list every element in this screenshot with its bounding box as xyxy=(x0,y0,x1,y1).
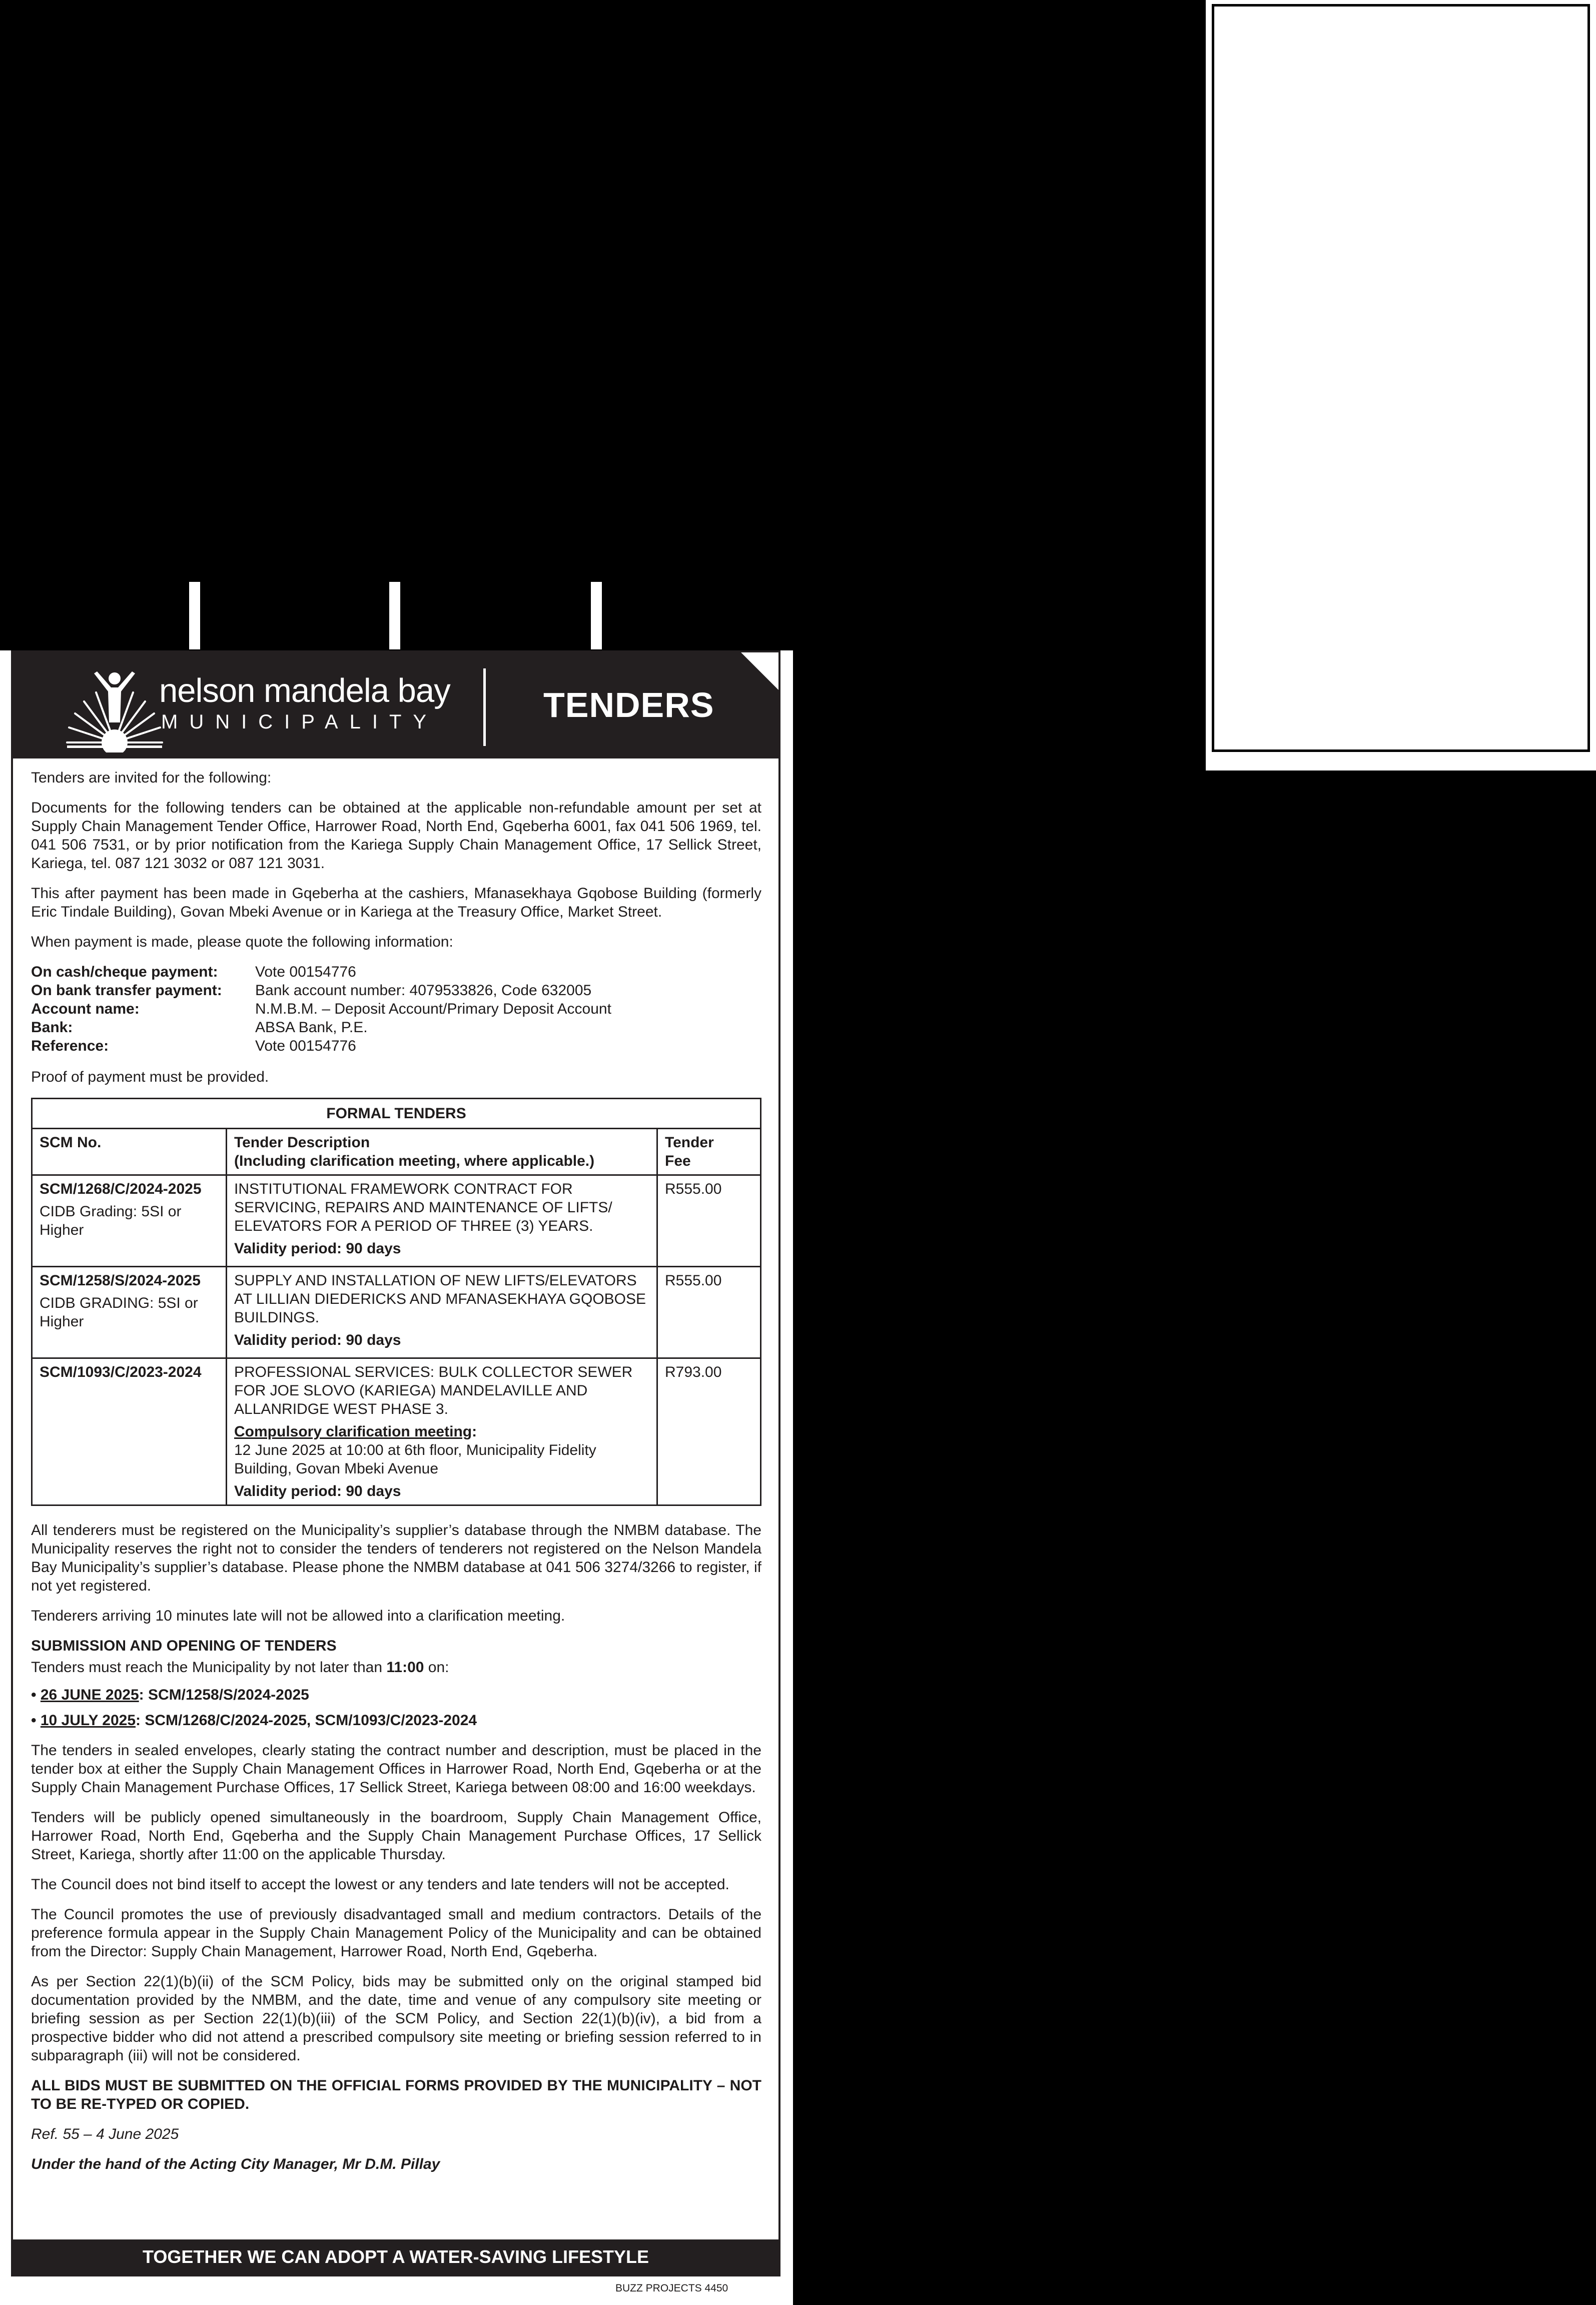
registration-text: All tenderers must be registered on the Municipality’s supplier’s database through the NMBM database. The Municipality reserves the right not to consider the tenders of tenderers not registered on the Nelson Mandela Bay Municipality’s supplier’s database. Please phone the NMBM database at 041 506 3274/3266 to register, if not yet registered. xyxy=(31,1522,761,1594)
preference-text: The Council promotes the use of previously disadvantaged small and medium contractors. Details of the preference formula appear in the Supply Chain Management Policy of the Municipality and can be obtained from the Director: Supply Chain Management, Harrower Road, North End, Gqeberha. xyxy=(31,1906,761,1960)
cidb-grading: CIDB GRADING: 5SI or Higher xyxy=(40,1295,198,1330)
payment-label: Reference: xyxy=(31,1038,109,1054)
closing-tenders: : SCM/1268/C/2024-2025, SCM/1093/C/2023-2024 xyxy=(136,1712,477,1729)
closing-date-item: • 10 JULY 2025: SCM/1268/C/2024-2025, SCM/1093/C/2023-2024 xyxy=(31,1712,477,1729)
sealed-envelopes-text: The tenders in sealed envelopes, clearly stating the contract number and description, must be placed in the tender box at either the Supply Chain Management Offices in Harrower Road, North End, Gqeberha or at the Supply Chain Management Purchase Offices, 17 Sellick Street, Kariega between 08:00 and 16:00 weekdays. xyxy=(31,1742,761,1796)
corner-fold xyxy=(741,652,778,690)
payment-label: Account name: xyxy=(31,1001,140,1017)
blank-panel-border xyxy=(1212,4,1590,752)
tender-description: INSTITUTIONAL FRAMEWORK CONTRACT FOR SERVICING, REPAIRS AND MAINTENANCE OF LIFTS/ ELEVATORS FOR A PERIOD OF THREE (3) YEARS. xyxy=(234,1181,612,1234)
scm-policy-text: As per Section 22(1)(b)(ii) of the SCM Policy, bids may be submitted only on the original stamped bid documentation provided by the NMBM, and the date, time and venue of any compulsory site meeting or briefing session as per Section 22(1)(b)(iii) of the SCM Policy, and Section 22(1)(b)(iv), a bid from a prospective bidder who did not attend a prescribed compulsory site meeting or briefing session referred to in subparagraph (iii) will not be considered. xyxy=(31,1973,761,2064)
scm-number: SCM/1093/C/2023-2024 xyxy=(40,1364,202,1380)
table-header-row xyxy=(32,1129,761,1175)
fee-cell: R555.00 xyxy=(657,1175,761,1267)
white-bar-mark xyxy=(389,582,400,649)
payment-value: N.M.B.M. – Deposit Account/Primary Deposit Account xyxy=(255,1001,611,1017)
closing-tenders: : SCM/1258/S/2024-2025 xyxy=(139,1687,309,1703)
table-row xyxy=(32,1175,761,1267)
table-row xyxy=(32,1267,761,1358)
validity-period: Validity period: 90 days xyxy=(234,1332,401,1348)
documents-text: Documents for the following tenders can be obtained at the applicable non-refundable amount per set at Supply Chain Management Tender Office, Harrower Road, North End, Gqeberha 6001, fax 041 506 1969, tel. 041 506 7531, or by prior notification from the Kariega Supply Chain Management Office, 17 Sellick Street, Kariega, tel. 087 121 3032 or 087 121 3031. xyxy=(31,800,761,872)
deadline-text xyxy=(31,1658,761,1677)
closing-date-item: • 26 JUNE 2025: SCM/1258/S/2024-2025 xyxy=(31,1687,309,1703)
advert-frame xyxy=(11,650,780,2276)
clarification-meeting: Compulsory clarification meeting: xyxy=(234,1423,477,1440)
fee-cell: R793.00 xyxy=(657,1358,761,1505)
council-bind-text: The Council does not bind itself to accept the lowest or any tenders and late tenders will not be accepted. xyxy=(31,1876,729,1893)
reference-text: Ref. 55 – 4 June 2025 xyxy=(31,2126,179,2142)
payment-value: ABSA Bank, P.E. xyxy=(255,1019,368,1036)
column-header-description xyxy=(227,1129,657,1175)
tender-advert xyxy=(0,650,793,2305)
quote-text: When payment is made, please quote the following information: xyxy=(31,934,453,950)
column-header-fee-line2: Fee xyxy=(665,1153,691,1169)
scm-number: SCM/1258/S/2024-2025 xyxy=(40,1272,201,1289)
payment-label: On cash/cheque payment: xyxy=(31,964,218,980)
signature-text: Under the hand of the Acting City Manager, Mr D.M. Pillay xyxy=(31,2156,440,2172)
column-header-fee xyxy=(657,1129,761,1175)
blank-panel xyxy=(1206,0,1596,771)
payment-value: Vote 00154776 xyxy=(255,1038,356,1054)
payment-places-text: This after payment has been made in Gqeberha at the cashiers, Mfanasekhaya Gqobose Building (formerly Eric Tindale Building), Govan Mbeki Avenue or in Kariega at the Treasury Office, Market Street. xyxy=(31,885,761,920)
payment-label: On bank transfer payment: xyxy=(31,982,222,999)
formal-tenders-table xyxy=(31,1098,761,1506)
tender-description: SUPPLY AND INSTALLATION OF NEW LIFTS/ELEVATORS AT LILLIAN DIEDERICKS AND MFANASEKHAYA GQOBOSE BUILDINGS. xyxy=(234,1272,646,1326)
invite-text: Tenders are invited for the following: xyxy=(31,770,272,786)
table-row xyxy=(32,1358,761,1505)
scm-cell xyxy=(32,1267,227,1358)
late-notice-text: Tenderers arriving 10 minutes late will not be allowed into a clarification meeting. xyxy=(31,1608,565,1624)
clarification-meeting-label: Compulsory clarification meeting xyxy=(234,1423,472,1440)
payment-value: Vote 00154776 xyxy=(255,964,356,980)
payment-label: Bank: xyxy=(31,1019,73,1036)
clarification-meeting-details: 12 June 2025 at 10:00 at 6th floor, Municipality Fidelity Building, Govan Mbeki Avenue xyxy=(234,1442,596,1477)
white-bar-mark xyxy=(189,582,200,649)
sunburst-figure-icon xyxy=(62,667,167,752)
table-caption-row xyxy=(32,1099,761,1129)
tender-description: PROFESSIONAL SERVICES: BULK COLLECTOR SEWER FOR JOE SLOVO (KARIEGA) MANDELAVILLE AND ALLANRIDGE WEST PHASE 3. xyxy=(234,1364,633,1417)
table-caption: FORMAL TENDERS xyxy=(32,1099,761,1129)
deadline-suffix: on: xyxy=(424,1659,449,1676)
closing-date: 26 JUNE 2025 xyxy=(40,1687,139,1703)
advert-body xyxy=(31,769,761,2185)
column-header-fee-line1: Tender xyxy=(665,1134,714,1151)
header-divider xyxy=(483,668,486,746)
description-cell xyxy=(227,1358,657,1505)
validity-period: Validity period: 90 days xyxy=(234,1483,401,1499)
deadline-prefix: Tenders must reach the Municipality by not later than xyxy=(31,1659,387,1676)
agency-credit: BUZZ PROJECTS 4450 xyxy=(615,2282,728,2294)
payment-details xyxy=(31,963,761,1055)
fee-cell: R555.00 xyxy=(657,1267,761,1358)
payment-value: Bank account number: 4079533826, Code 632005 xyxy=(255,982,592,999)
scm-number: SCM/1268/C/2024-2025 xyxy=(40,1181,202,1197)
validity-period: Validity period: 90 days xyxy=(234,1240,401,1257)
scm-cell xyxy=(32,1175,227,1267)
org-subtitle: MUNICIPALITY xyxy=(161,711,438,733)
cidb-grading: CIDB Grading: 5SI or Higher xyxy=(40,1203,182,1238)
description-cell xyxy=(227,1267,657,1358)
scm-cell xyxy=(32,1358,227,1505)
footer-slogan: TOGETHER WE CAN ADOPT A WATER-SAVING LIFESTYLE xyxy=(13,2239,778,2274)
column-header-scm: SCM No. xyxy=(32,1129,227,1175)
description-cell xyxy=(227,1175,657,1267)
org-name: nelson mandela bay xyxy=(159,672,450,709)
deadline-time: 11:00 xyxy=(386,1659,424,1676)
advert-header xyxy=(13,652,778,758)
official-forms-text: ALL BIDS MUST BE SUBMITTED ON THE OFFICIAL FORMS PROVIDED BY THE MUNICIPALITY – NOT TO BE RE-TYPED OR COPIED. xyxy=(31,2077,761,2112)
opening-text: Tenders will be publicly opened simultaneously in the boardroom, Supply Chain Management Office, Harrower Road, North End, Gqeberha and the Supply Chain Management Purchase Offices, 17 Sellick Street, Kariega, shortly after 11:00 on the applicable Thursday. xyxy=(31,1809,761,1863)
page-title: TENDERS xyxy=(543,685,714,724)
closing-date: 10 JULY 2025 xyxy=(40,1712,136,1729)
white-bar-mark xyxy=(591,582,602,649)
submission-heading: SUBMISSION AND OPENING OF TENDERS xyxy=(31,1638,337,1654)
proof-text: Proof of payment must be provided. xyxy=(31,1069,269,1085)
column-header-description-line1: Tender Description xyxy=(234,1134,370,1151)
column-header-description-line2: (Including clarification meeting, where applicable.) xyxy=(234,1153,595,1169)
